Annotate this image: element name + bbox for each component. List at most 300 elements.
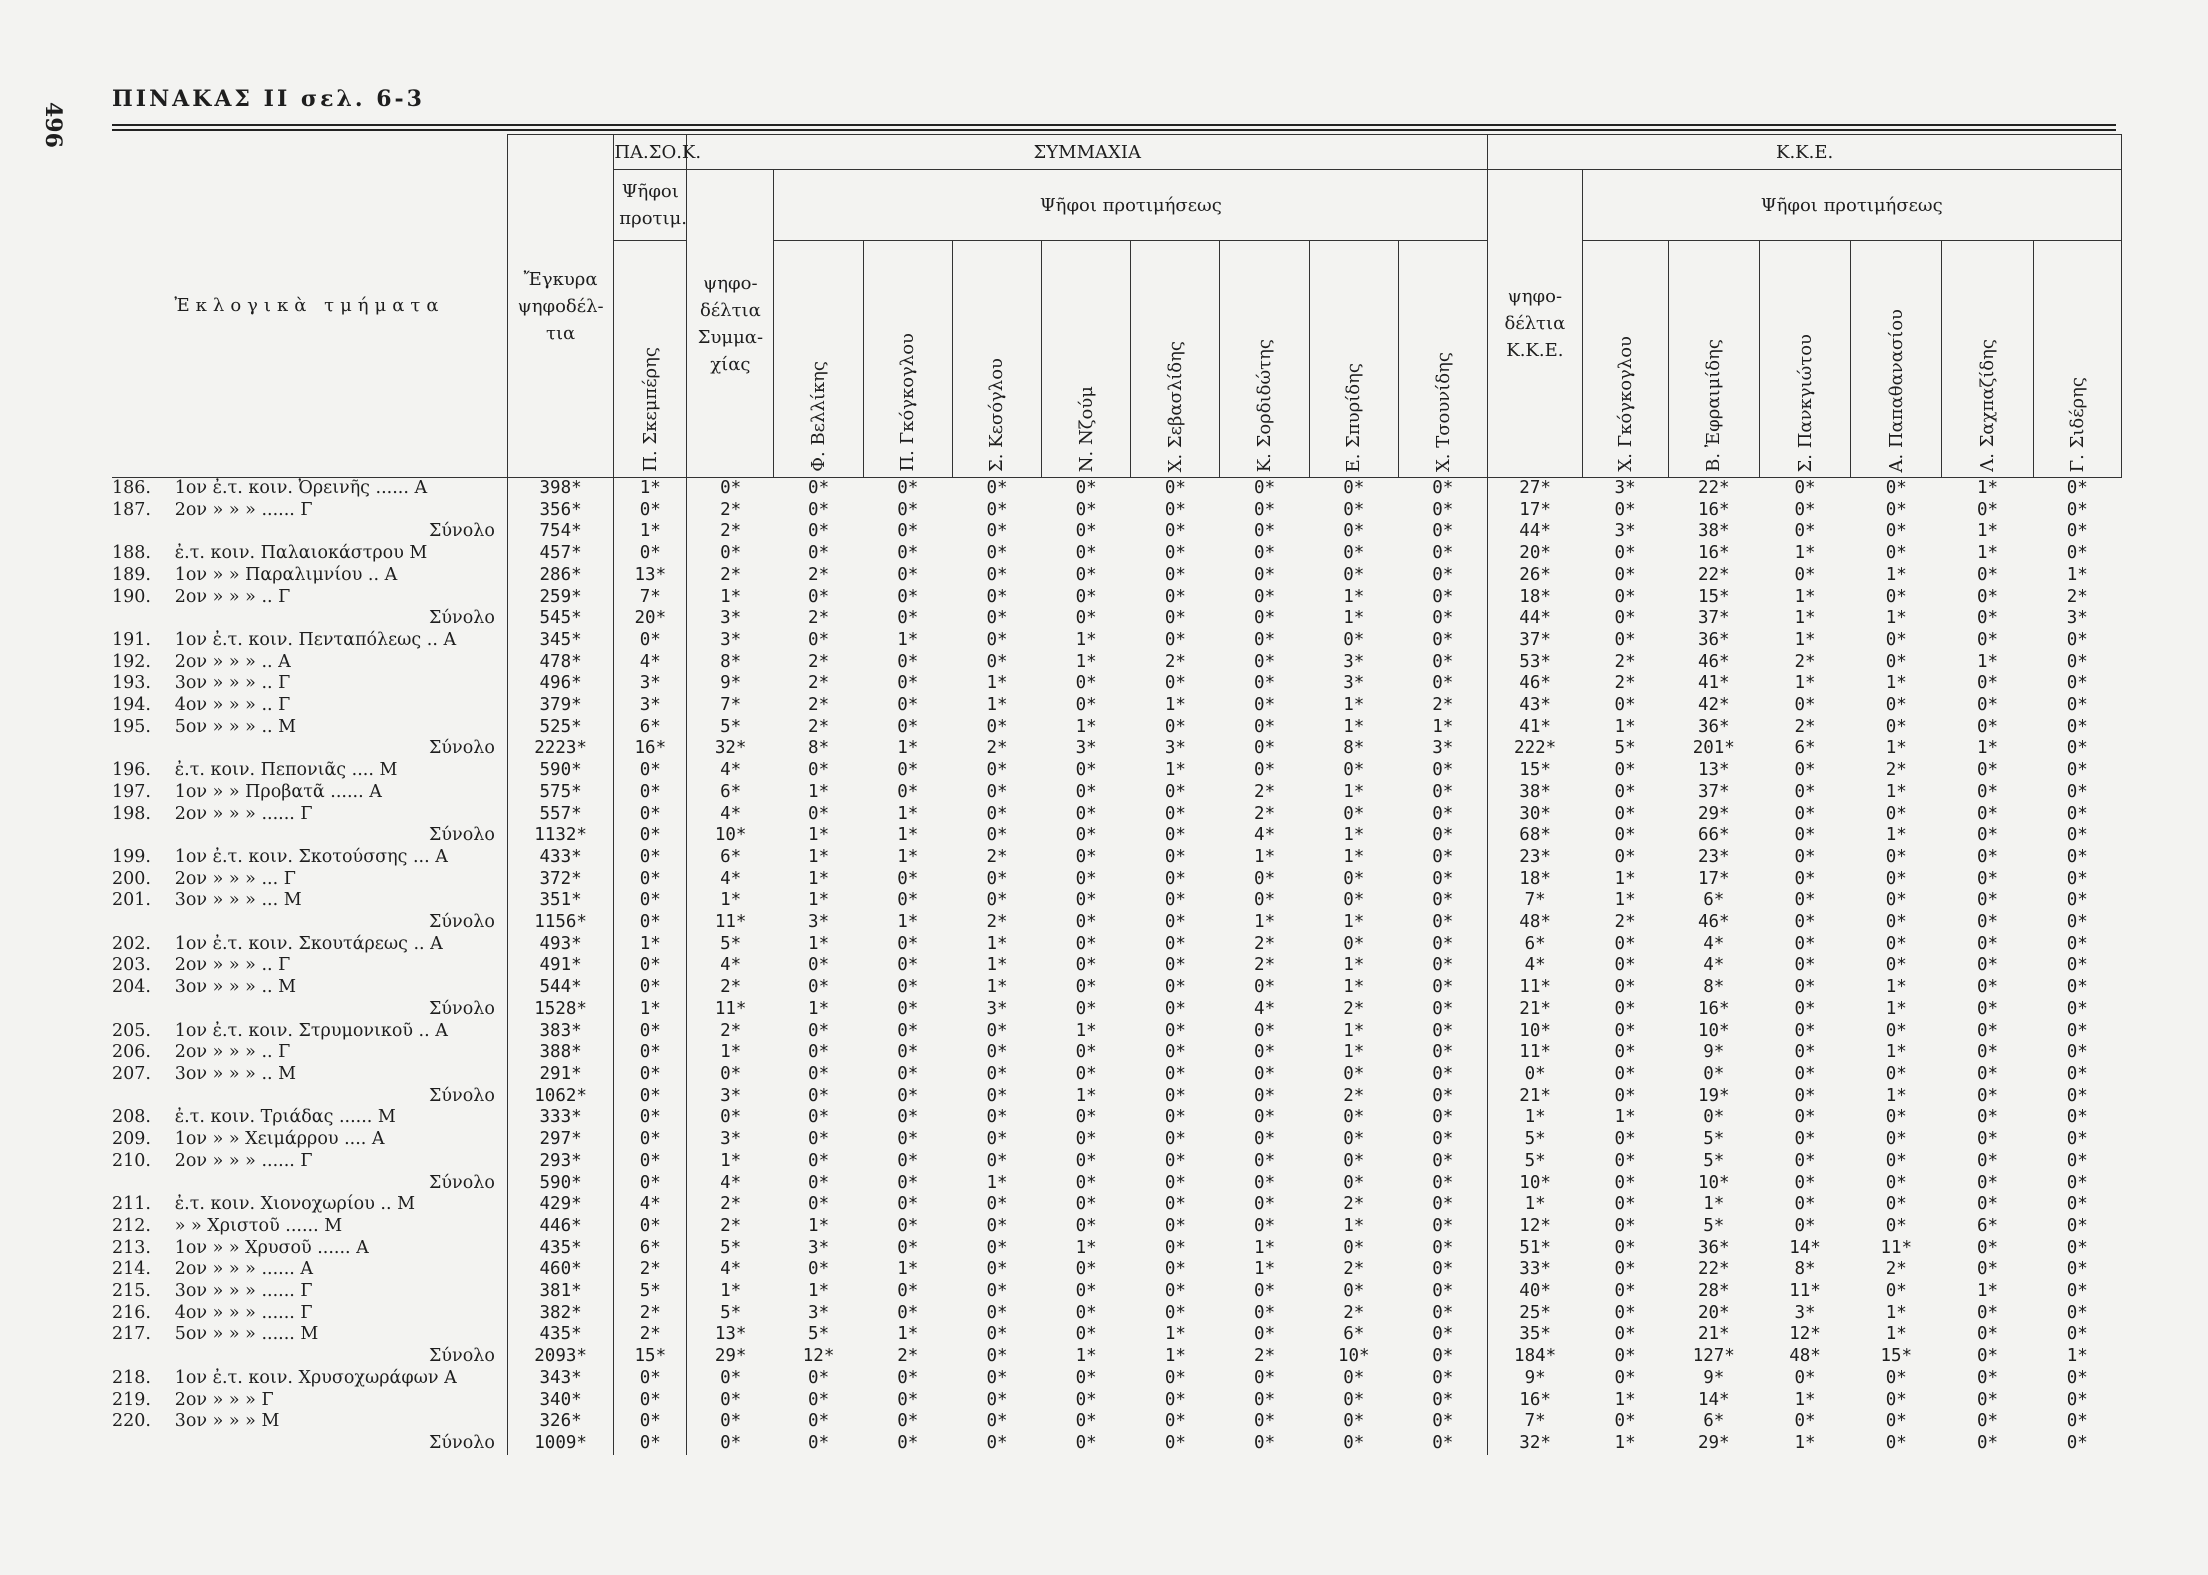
candidate-name: Ν. Νζούμ — [1075, 385, 1097, 472]
sym-pref-votes: 0* — [1164, 1063, 1186, 1084]
sym-pref-votes: 0* — [1164, 977, 1186, 998]
sym-pref-votes: 0* — [897, 499, 919, 520]
sym-pref-votes: 0* — [1254, 499, 1276, 520]
kke-pref-votes: 0* — [1794, 1215, 1816, 1236]
sym-pref-votes: 0* — [897, 760, 919, 781]
pasok-pref-votes: 0* — [614, 1433, 687, 1455]
kke-pref-votes: 36* — [1697, 629, 1730, 650]
sym-pref-votes: 0* — [897, 608, 919, 629]
sym-pref-votes: 0* — [897, 478, 919, 498]
row-number: 196. — [112, 760, 151, 781]
sym-pref-votes: 1* — [1343, 912, 1365, 933]
kke-pref-votes: 0* — [2066, 912, 2088, 933]
sym-ballots: 4* — [720, 955, 742, 976]
kke-pref-votes: 0* — [2066, 803, 2088, 824]
sym-ballots: 2* — [720, 564, 742, 585]
sym-pref-votes: 0* — [1343, 803, 1365, 824]
pasok-pref-votes: 4* — [614, 652, 687, 674]
kke-pref-votes: 0* — [1885, 478, 1907, 498]
sym-pref-votes: 0* — [808, 521, 830, 542]
row-number: 203. — [112, 955, 151, 976]
kke-pref-votes: 1* — [1976, 543, 1999, 564]
sym-pref-votes: 8* — [808, 738, 830, 759]
sym-pref-votes: 1* — [1343, 781, 1365, 802]
sym-pref-votes: 0* — [897, 868, 919, 889]
kke-pref-votes: 0* — [1976, 499, 1999, 520]
kke-ballots: 38* — [1519, 781, 1551, 802]
kke-pref-votes: 11* — [1880, 1237, 1913, 1258]
candidate-name: Κ. Σορδιδώτης — [1254, 338, 1276, 472]
row-number — [112, 1346, 169, 1368]
row-number: 197. — [112, 781, 151, 802]
kke-pref-votes: 0* — [2066, 1194, 2088, 1215]
sym-pref-votes: 0* — [1343, 499, 1365, 520]
row-number — [112, 912, 169, 934]
kke-pref-votes: 0* — [1794, 1063, 1816, 1084]
kke-pref-votes: 0* — [1976, 1324, 1999, 1345]
section-name: Σύνολο — [169, 912, 508, 934]
kke-pref-votes: 3* — [1614, 521, 1636, 542]
sym-ballots: 2* — [720, 1194, 742, 1215]
sym-ballots: 1* — [720, 1150, 742, 1171]
kke-pref-votes: 0* — [1885, 1281, 1907, 1302]
sym-pref-votes: 1* — [1164, 1324, 1186, 1345]
section-name: 4ον » » » .. Γ — [169, 695, 508, 717]
valid-ballots: 297* — [507, 1129, 613, 1151]
sym-pref-votes: 0* — [1164, 1389, 1186, 1410]
kke-pref-votes: 0* — [1885, 586, 1907, 607]
pasok-pref-votes: 1* — [614, 999, 687, 1021]
kke-pref-votes: 0* — [2066, 868, 2088, 889]
sym-pref-votes: 0* — [897, 1150, 919, 1171]
sym-pref-votes: 1* — [1075, 629, 1097, 650]
sym-pref-votes: 1* — [986, 977, 1008, 998]
candidate-name: Ε. Σπυρίδης — [1343, 362, 1365, 472]
sym-pref-votes: 1* — [1075, 1237, 1097, 1258]
kke-pref-votes: 0* — [1976, 846, 1999, 867]
kke-pref-votes: 0* — [1885, 521, 1907, 542]
kke-pref-votes: 1* — [1885, 825, 1907, 846]
sym-ballots: 10* — [714, 825, 747, 846]
kke-ballots: 23* — [1519, 846, 1551, 867]
table-row — [112, 478, 2122, 500]
kke-pref-votes: 0* — [2066, 673, 2088, 694]
sym-pref-votes: 0* — [1164, 803, 1186, 824]
sym-pref-votes: 0* — [1398, 500, 1487, 522]
sym-ballots: 29* — [714, 1346, 747, 1367]
header-kke — [1488, 135, 2122, 170]
kke-pref-votes: 1* — [1885, 1085, 1907, 1106]
sym-ballots: 3* — [720, 629, 742, 650]
sym-pref-votes: 3* — [808, 912, 830, 933]
section-name: 2ον » » » .. Α — [169, 652, 508, 674]
kke-pref-votes: 0* — [1976, 1129, 1999, 1150]
sym-ballots: 0* — [720, 1432, 742, 1453]
pasok-pref-votes: 0* — [614, 1042, 687, 1064]
kke-pref-votes: 6* — [1703, 1411, 1725, 1432]
sym-pref-votes: 6* — [1343, 1324, 1365, 1345]
sym-pref-votes: 0* — [1398, 1390, 1487, 1412]
kke-pref-votes: 1* — [2066, 564, 2088, 585]
sym-pref-votes: 0* — [1398, 804, 1487, 826]
kke-pref-votes: 8* — [1794, 1259, 1816, 1280]
sym-pref-votes: 0* — [1164, 673, 1186, 694]
row-number: 220. — [112, 1411, 151, 1432]
sym-ballots: 11* — [714, 998, 747, 1019]
row-number: 195. — [112, 716, 151, 737]
pasok-pref-votes: 6* — [614, 1238, 687, 1260]
sym-pref-votes: 1* — [1398, 717, 1487, 739]
sym-pref-votes: 0* — [1164, 1237, 1186, 1258]
valid-ballots: 590* — [507, 1173, 613, 1195]
sym-pref-votes: 4* — [1254, 998, 1276, 1019]
kke-pref-votes: 0* — [1976, 1194, 1999, 1215]
header-candidate-kke-5 — [2033, 241, 2121, 478]
sym-pref-votes: 0* — [1343, 521, 1365, 542]
valid-ballots: 388* — [507, 1042, 613, 1064]
kke-ballots: 4* — [1524, 955, 1546, 976]
kke-pref-votes: 0* — [1794, 564, 1816, 585]
sym-ballots: 5* — [720, 1237, 742, 1258]
kke-pref-votes: 0* — [1614, 695, 1636, 716]
kke-ballots: 35* — [1519, 1324, 1551, 1345]
sym-pref-votes: 0* — [897, 716, 919, 737]
sym-pref-votes: 0* — [1398, 999, 1487, 1021]
table-row — [112, 1368, 2122, 1390]
kke-pref-votes: 0* — [1614, 1367, 1636, 1388]
sym-pref-votes: 0* — [1398, 977, 1487, 999]
sym-pref-votes: 2* — [1164, 651, 1186, 672]
section-name: » » Χριστοῦ ...... Μ — [169, 1216, 508, 1238]
sym-pref-votes: 1* — [1164, 760, 1186, 781]
sym-ballots: 2* — [720, 1020, 742, 1041]
kke-ballots: 48* — [1519, 912, 1551, 933]
sym-pref-votes: 0* — [1075, 586, 1097, 607]
kke-pref-votes: 1* — [1976, 651, 1999, 672]
header-kke-pref-label: Ψῆφοι προτιμήσεως — [1760, 194, 1943, 216]
sym-pref-votes: 2* — [1343, 1302, 1365, 1323]
header-candidate-sym-7 — [1398, 241, 1487, 478]
section-name: 4ον » » » ...... Γ — [169, 1303, 508, 1325]
kke-pref-votes: 0* — [1614, 1172, 1636, 1193]
sym-ballots: 0* — [720, 543, 742, 564]
kke-pref-votes: 2* — [1885, 1259, 1907, 1280]
kke-pref-votes: 2* — [2066, 586, 2088, 607]
kke-pref-votes: 0* — [1885, 1150, 1907, 1171]
kke-pref-votes: 0* — [2066, 1389, 2088, 1410]
sym-pref-votes: 0* — [897, 1432, 919, 1453]
table-row — [112, 587, 2122, 609]
kke-pref-votes: 0* — [2066, 1215, 2088, 1236]
kke-pref-votes: 17* — [1697, 868, 1730, 889]
section-name: ἐ.τ. κοιν. Παλαιοκάστρου Μ — [169, 543, 508, 565]
kke-pref-votes: 0* — [1976, 803, 1999, 824]
sym-pref-votes: 0* — [1254, 543, 1276, 564]
sym-pref-votes: 0* — [1398, 1411, 1487, 1433]
kke-pref-votes: 0* — [2066, 629, 2088, 650]
pasok-pref-votes: 0* — [614, 1086, 687, 1108]
sym-pref-votes: 0* — [1398, 1194, 1487, 1216]
sym-ballots: 1* — [720, 1042, 742, 1063]
kke-pref-votes: 0* — [1614, 629, 1636, 650]
table-row — [112, 1129, 2122, 1151]
sym-pref-votes: 0* — [1254, 1302, 1276, 1323]
sym-pref-votes: 0* — [1164, 629, 1186, 650]
kke-pref-votes: 0* — [1885, 1389, 1907, 1410]
sym-pref-votes: 0* — [897, 998, 919, 1019]
sym-pref-votes: 3* — [1343, 651, 1365, 672]
sym-pref-votes: 0* — [897, 1411, 919, 1432]
sym-pref-votes: 0* — [1398, 1238, 1487, 1260]
sym-pref-votes: 0* — [986, 1389, 1008, 1410]
kke-ballots: 1* — [1524, 1107, 1546, 1128]
kke-pref-votes: 0* — [1885, 868, 1907, 889]
sym-pref-votes: 0* — [1254, 651, 1276, 672]
sym-pref-votes: 0* — [808, 1129, 830, 1150]
section-name: 2ον » » » .. Γ — [169, 955, 508, 977]
sym-pref-votes: 0* — [1075, 1172, 1097, 1193]
sym-pref-votes: 0* — [1075, 933, 1097, 954]
sym-ballots: 6* — [720, 846, 742, 867]
kke-pref-votes: 0* — [1885, 890, 1907, 911]
sym-pref-votes: 0* — [897, 955, 919, 976]
table-row — [112, 652, 2122, 674]
valid-ballots: 351* — [507, 890, 613, 912]
sym-pref-votes: 0* — [1075, 977, 1097, 998]
kke-pref-votes: 0* — [1885, 695, 1907, 716]
sym-pref-votes: 0* — [1164, 1150, 1186, 1171]
section-name: 1ον ἐ.τ. κοιν. Σκουτάρεως .. Α — [169, 934, 508, 956]
sym-pref-votes: 2* — [986, 738, 1008, 759]
sym-pref-votes: 0* — [1254, 1389, 1276, 1410]
sym-pref-votes: 0* — [1398, 912, 1487, 934]
row-number: 189. — [112, 564, 151, 585]
sym-pref-votes: 0* — [1075, 1302, 1097, 1323]
valid-ballots: 2223* — [507, 738, 613, 760]
sym-pref-votes: 0* — [1398, 1064, 1487, 1086]
sym-pref-votes: 0* — [897, 1063, 919, 1084]
header-sym-pref — [774, 170, 1488, 241]
row-number: 210. — [112, 1150, 151, 1171]
kke-pref-votes: 5* — [1703, 1215, 1725, 1236]
pasok-pref-votes: 15* — [614, 1346, 687, 1368]
pasok-pref-votes: 0* — [614, 955, 687, 977]
valid-ballots: 1528* — [507, 999, 613, 1021]
sym-pref-votes: 0* — [1254, 1411, 1276, 1432]
table-row — [112, 1216, 2122, 1238]
kke-pref-votes: 0* — [2066, 825, 2088, 846]
kke-pref-votes: 0* — [1614, 499, 1636, 520]
sym-pref-votes: 0* — [1343, 1432, 1365, 1453]
section-name: 1ον » » Προβατᾶ ...... Α — [169, 782, 508, 804]
sym-pref-votes: 0* — [1398, 521, 1487, 543]
kke-ballots: 7* — [1524, 890, 1546, 911]
table-row-total — [112, 999, 2122, 1021]
header-candidate-sym-5 — [1220, 241, 1309, 478]
sym-pref-votes: 0* — [1398, 673, 1487, 695]
table-row — [112, 1151, 2122, 1173]
sym-pref-votes: 0* — [1075, 825, 1097, 846]
kke-ballots: 10* — [1519, 1020, 1551, 1041]
sym-pref-votes: 0* — [1343, 1150, 1365, 1171]
table-row — [112, 543, 2122, 565]
sym-pref-votes: 0* — [897, 543, 919, 564]
sym-ballots: 13* — [714, 1324, 747, 1345]
header-kke-ballots-label: ψηφο-δέλτια Κ.Κ.Ε. — [1504, 286, 1566, 361]
valid-ballots: 429* — [507, 1194, 613, 1216]
kke-pref-votes: 3* — [1614, 478, 1636, 498]
sym-pref-votes: 8* — [1343, 738, 1365, 759]
valid-ballots: 381* — [507, 1281, 613, 1303]
candidate-name: Λ. Σαχπαζίδης — [1976, 339, 1998, 472]
kke-pref-votes: 0* — [1794, 1411, 1816, 1432]
sym-pref-votes: 0* — [1164, 1085, 1186, 1106]
pasok-pref-votes: 0* — [614, 1064, 687, 1086]
kke-pref-votes: 0* — [1614, 1237, 1636, 1258]
sym-pref-votes: 0* — [1398, 1216, 1487, 1238]
row-number — [112, 999, 169, 1021]
kke-pref-votes: 0* — [1614, 1063, 1636, 1084]
sym-pref-votes: 1* — [1343, 1020, 1365, 1041]
kke-pref-votes: 0* — [1614, 1129, 1636, 1150]
sym-pref-votes: 1* — [986, 695, 1008, 716]
row-number: 206. — [112, 1042, 151, 1063]
kke-pref-votes: 0* — [1885, 1367, 1907, 1388]
sym-pref-votes: 0* — [1075, 803, 1097, 824]
sym-pref-votes: 0* — [1075, 478, 1097, 498]
sym-pref-votes: 0* — [1164, 1020, 1186, 1041]
kke-pref-votes: 0* — [1614, 955, 1636, 976]
sym-ballots: 8* — [720, 651, 742, 672]
kke-pref-votes: 5* — [1614, 738, 1636, 759]
kke-pref-votes: 0* — [1976, 890, 1999, 911]
section-name: Σύνολο — [169, 608, 508, 630]
sym-pref-votes: 0* — [986, 1259, 1008, 1280]
kke-pref-votes: 48* — [1789, 1346, 1821, 1367]
table-row — [112, 630, 2122, 652]
kke-pref-votes: 0* — [1614, 760, 1636, 781]
kke-pref-votes: 0* — [1614, 1259, 1636, 1280]
table-row — [112, 1042, 2122, 1064]
valid-ballots: 557* — [507, 804, 613, 826]
kke-pref-votes: 0* — [1614, 1194, 1636, 1215]
sym-pref-votes: 0* — [1398, 587, 1487, 609]
kke-pref-votes: 0* — [1614, 825, 1636, 846]
sym-pref-votes: 0* — [1075, 1150, 1097, 1171]
kke-pref-votes: 29* — [1697, 1432, 1730, 1453]
sym-pref-votes: 1* — [808, 890, 830, 911]
kke-pref-votes: 22* — [1697, 1259, 1730, 1280]
kke-pref-votes: 0* — [1976, 1367, 1999, 1388]
section-name: 1ον ἐ.τ. κοιν. Χρυσοχωράφων Α — [169, 1368, 508, 1390]
sym-pref-votes: 1* — [1254, 1237, 1276, 1258]
table-row-total — [112, 608, 2122, 630]
section-name: ἐ.τ. κοιν. Πεπονιᾶς .... Μ — [169, 760, 508, 782]
valid-ballots: 754* — [507, 521, 613, 543]
kke-pref-votes: 0* — [1885, 912, 1907, 933]
kke-pref-votes: 8* — [1703, 977, 1725, 998]
kke-ballots: 26* — [1519, 564, 1551, 585]
kke-pref-votes: 0* — [2066, 998, 2088, 1019]
kke-pref-votes: 0* — [1614, 781, 1636, 802]
sym-pref-votes: 0* — [1075, 564, 1097, 585]
pasok-pref-votes: 5* — [614, 1281, 687, 1303]
kke-pref-votes: 0* — [2066, 1259, 2088, 1280]
kke-ballots: 5* — [1524, 1150, 1546, 1171]
sym-pref-votes: 0* — [986, 478, 1008, 498]
sym-ballots: 1* — [720, 1281, 742, 1302]
candidate-name: Σ. Πανκγιώτου — [1794, 333, 1816, 472]
sym-pref-votes: 0* — [897, 933, 919, 954]
sym-pref-votes: 0* — [1254, 586, 1276, 607]
kke-pref-votes: 1* — [1794, 586, 1816, 607]
kke-ballots: 30* — [1519, 803, 1551, 824]
sym-ballots: 2* — [720, 521, 742, 542]
table-row-total — [112, 1346, 2122, 1368]
section-name: 1ον » » Χειμάρρου .... Α — [169, 1129, 508, 1151]
kke-pref-votes: 0* — [1976, 1063, 1999, 1084]
candidate-name: Σ. Κεσόγλου — [986, 357, 1008, 472]
pasok-pref-votes: 0* — [614, 630, 687, 652]
sym-pref-votes: 0* — [1398, 543, 1487, 565]
kke-ballots: 7* — [1524, 1411, 1546, 1432]
valid-ballots: 291* — [507, 1064, 613, 1086]
kke-pref-votes: 0* — [1794, 825, 1816, 846]
kke-ballots: 43* — [1519, 695, 1551, 716]
row-number: 192. — [112, 651, 151, 672]
kke-pref-votes: 0* — [1794, 1194, 1816, 1215]
kke-pref-votes: 0* — [1794, 1367, 1816, 1388]
sym-pref-votes: 2* — [808, 673, 830, 694]
pasok-pref-votes: 13* — [614, 565, 687, 587]
sym-pref-votes: 0* — [1075, 1042, 1097, 1063]
kke-pref-votes: 15* — [1880, 1346, 1913, 1367]
pasok-pref-votes: 0* — [614, 890, 687, 912]
sym-pref-votes: 1* — [1164, 1346, 1186, 1367]
sym-pref-votes: 0* — [1075, 890, 1097, 911]
sym-pref-votes: 1* — [1343, 1042, 1365, 1063]
sym-pref-votes: 0* — [1075, 543, 1097, 564]
kke-pref-votes: 1* — [1976, 738, 1999, 759]
kke-pref-votes: 46* — [1697, 651, 1730, 672]
kke-pref-votes: 12* — [1789, 1324, 1821, 1345]
header-sections — [112, 135, 507, 478]
header-symmaxia-label: ΣΥΜΜΑΧΙΑ — [1033, 141, 1141, 163]
table-row — [112, 1324, 2122, 1346]
section-name: 2ον » » » .. Γ — [169, 587, 508, 609]
sym-pref-votes: 0* — [808, 1150, 830, 1171]
sym-pref-votes: 0* — [1164, 846, 1186, 867]
sym-pref-votes: 0* — [1343, 1281, 1365, 1302]
kke-pref-votes: 0* — [2066, 1150, 2088, 1171]
sym-pref-votes: 0* — [1075, 1432, 1097, 1453]
kke-pref-votes: 36* — [1697, 1237, 1730, 1258]
sym-pref-votes: 0* — [1254, 1020, 1276, 1041]
sym-pref-votes: 0* — [1254, 1042, 1276, 1063]
kke-ballots: 17* — [1519, 499, 1551, 520]
sym-pref-votes: 0* — [1164, 608, 1186, 629]
sym-pref-votes: 0* — [897, 781, 919, 802]
sym-pref-votes: 0* — [1075, 1194, 1097, 1215]
sym-pref-votes: 2* — [897, 1346, 919, 1367]
kke-pref-votes: 0* — [2066, 1324, 2088, 1345]
sym-pref-votes: 2* — [808, 608, 830, 629]
sym-pref-votes: 0* — [1254, 1172, 1276, 1193]
kke-pref-votes: 13* — [1697, 760, 1730, 781]
section-name: 1ον ἐ.τ. κοιν. Ὀρεινῆς ...... Α — [169, 478, 508, 500]
sym-pref-votes: 0* — [1343, 1172, 1365, 1193]
sym-ballots: 2* — [720, 1215, 742, 1236]
